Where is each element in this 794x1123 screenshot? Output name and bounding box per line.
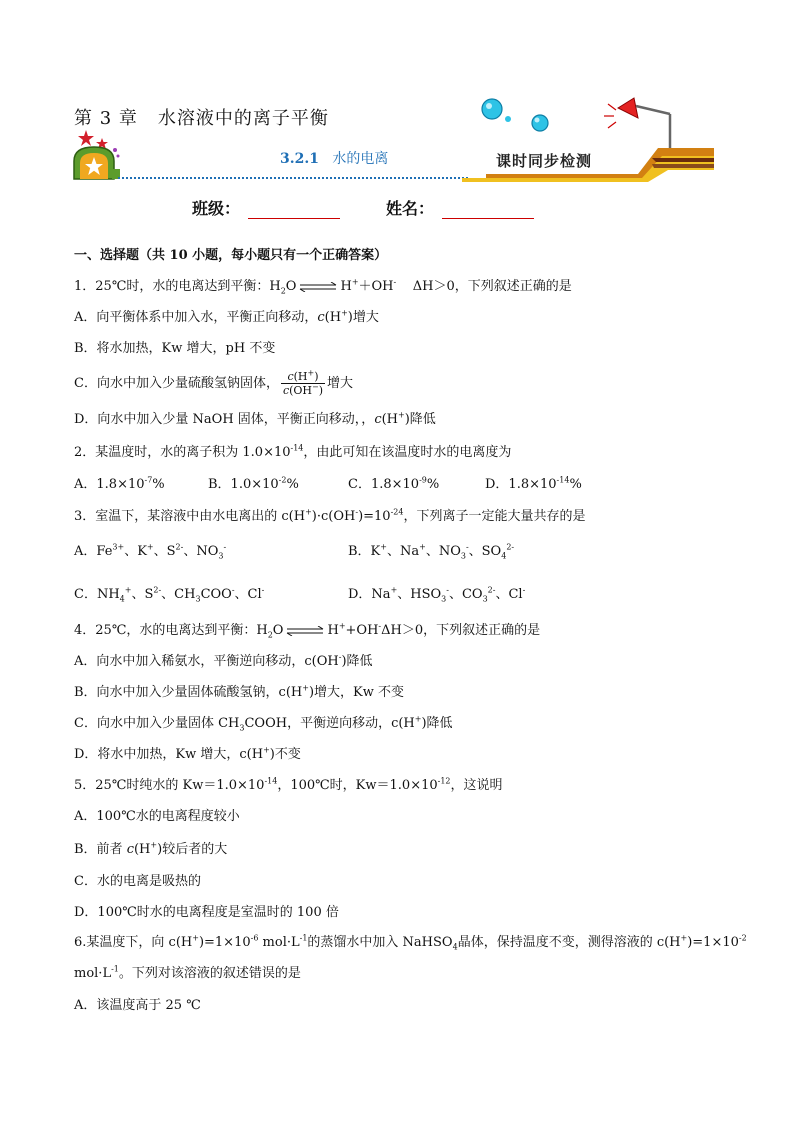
q5-b-text2: 较后者的大 <box>162 842 228 857</box>
question-4-stem: 4．25℃，水的电离达到平衡：$H_2O$ H++OH-ΔH＞0，下列叙述正确的是 <box>74 621 541 640</box>
q5-b-text: B．前者 <box>74 842 123 857</box>
q2-options-row <box>74 475 714 495</box>
star-badge-icon <box>72 143 122 185</box>
equilibrium-arrow-icon <box>286 626 324 636</box>
q5-a-text: A．100℃水的电离程度较小 <box>74 809 240 824</box>
q1-stem-a: 1．25℃时，水的电离达到平衡：H <box>74 279 281 294</box>
header-divider <box>118 177 468 179</box>
chapter-heading <box>74 104 329 130</box>
q4-a-text: A．向水中加入稀氨水，平衡逆向移动，c(OH <box>74 654 339 669</box>
section-subtitle <box>280 148 388 168</box>
q5-option-a[interactable] <box>74 807 240 827</box>
q1-c-text: C．向水中加入少量硫酸氢钠固体， <box>74 376 279 391</box>
q1-option-d[interactable]: D．向水中加入少量 NaOH 固体，平衡正向移动，，c(H+)降低 <box>74 410 436 427</box>
q6-stem2: )=1×10 <box>198 935 251 950</box>
q2-option-c[interactable]: C．$1.8\times 10^{-9}\%$ <box>348 475 440 492</box>
q2-a-text: A．1.8×10 <box>74 477 145 492</box>
q3-option-a[interactable]: A．$Fe^{3+}$、K+、$S^{2-}$、$NO_3^-$ <box>74 542 227 561</box>
q3-stem2: =10 <box>363 509 391 524</box>
class-label: 班级： <box>192 199 241 218</box>
q1-d-text2: 降低 <box>409 412 436 427</box>
q5-stem2: ，100℃时，Kw＝1.0×10 <box>277 778 438 793</box>
class-field <box>192 196 340 219</box>
q1-stem-c: H <box>340 279 352 294</box>
chapter-number: 第 3 章 <box>74 108 138 129</box>
q6-stem6: )=1×10 <box>687 935 739 950</box>
name-field <box>386 196 534 219</box>
q3-a-text: A．Fe <box>74 544 113 559</box>
q4-b-text: B．向水中加入少量固体硫酸氢钠，c(H <box>74 685 303 700</box>
q4-option-c[interactable]: C．向水中加入少量固体 $CH_3COOH$，平衡逆向移动，c(H+)降低 <box>74 714 453 733</box>
question-1-stem: 1．25℃时，水的电离达到平衡：$H_2O$ H+＋OH- ΔH＞0，下列叙述正确的是 <box>74 277 572 296</box>
q4-d-text: D．将水中加热，Kw 增大，c(H <box>74 747 264 762</box>
q3-option-c[interactable]: C．$NH_4^+$、$S^{2-}$、$CH_3COO^-$、Cl- <box>74 585 265 604</box>
bubbles-decoration <box>478 97 558 151</box>
q2-c-text: C．1.8×10 <box>348 477 420 492</box>
equilibrium-arrow-icon <box>299 282 337 292</box>
q6-stem3: mol·L <box>258 935 300 950</box>
question-2-stem: 2．某温度时，水的离子积为 $1.0\times 10^{-14}$，由此可知在该温度时水的电离度为 <box>74 443 512 460</box>
q1-a-text: A．向平衡体系中加入水，平衡正向移动， <box>74 310 318 325</box>
question-6-stem-line2: $mol\cdot L^{-1}$。下列对该溶液的叙述错误的是 <box>74 964 301 981</box>
q4-option-d[interactable]: D．将水中加热，Kw 增大，c(H+)不变 <box>74 745 301 762</box>
q3-options-row-2 <box>74 585 714 605</box>
q2-option-b[interactable]: B．$1.0\times 10^{-2}\%$ <box>208 475 299 492</box>
q1-stem-b: O <box>285 279 297 294</box>
section-heading: 一、选择题（共 10 小题，每小题只有一个正确答案） <box>74 248 388 263</box>
q2-stem2: ，由此可知在该温度时水的电离度为 <box>303 445 512 460</box>
q4-stem2: O <box>272 623 284 638</box>
q2-option-a[interactable]: A．$1.8\times 10^{-7}\%$ <box>74 475 165 492</box>
q6-a-text: A．该温度高于 25 ℃ <box>74 998 201 1013</box>
q5-option-c[interactable] <box>74 872 201 892</box>
q1-d-text: D．向水中加入少量 NaOH 固体，平衡正向移动，， <box>74 412 375 427</box>
q1-option-a[interactable]: A．向平衡体系中加入水，平衡正向移动，c(H+)增大 <box>74 308 379 325</box>
q4-c-text: C．向水中加入少量固体 CH <box>74 716 240 731</box>
q6-stem4: 的蒸馏水中加入 NaHSO <box>307 935 453 950</box>
q1-stem-d: ＋OH <box>358 279 394 294</box>
q5-c-text: C．水的电离是吸热的 <box>74 874 201 889</box>
q4-stem4: ΔH＞0，下列叙述正确的是 <box>381 623 541 638</box>
section-number: 3.2.1 <box>280 151 319 167</box>
q3-options-row-1 <box>74 542 714 562</box>
q5-option-d[interactable] <box>74 903 339 923</box>
name-blank[interactable] <box>442 200 534 219</box>
q6-line2: mol·L <box>74 966 112 981</box>
q4-stem: 4．25℃，水的电离达到平衡：H <box>74 623 268 638</box>
q4-stem3: H <box>327 623 339 638</box>
q1-stem-e: ΔH＞0，下列叙述正确的是 <box>412 279 572 294</box>
question-6-stem: 6.某温度下，向 $c(H^+)=1\times 10^{-6}$ $mol\cdot L^{-1}$的蒸馏水中加入 NaHSO$_4$晶体，保持温度不变，测得溶液的 $c(H^+)=1\times 10^{-2}$ <box>74 933 747 952</box>
q2-d-text: D．1.8×10 <box>485 477 557 492</box>
q4-a-text2: )降低 <box>341 654 373 669</box>
q6-line2b: 。下列对该溶液的叙述错误的是 <box>118 966 301 981</box>
q3-stem: 3．室温下，某溶液中由水电离出的 c(H <box>74 509 306 524</box>
fraction-c-h-over-c-oh: $\frac{c(H^+)}{c(OH^-)}$ <box>282 368 324 397</box>
q3-stem3: ，下列离子一定能大量共存的是 <box>403 509 586 524</box>
q4-c-text3: )降低 <box>421 716 453 731</box>
q4-c-text2: COOH，平衡逆向移动，c(H <box>244 716 415 731</box>
name-label: 姓名： <box>386 199 435 218</box>
q3-b-text: B．K <box>348 544 381 559</box>
question-3-stem: 3．室温下，某溶液中由水电离出的 $c(H^+)\cdot c(OH^-)=10^{-24}$，下列离子一定能大量共存的是 <box>74 507 586 524</box>
q4-d-text2: )不变 <box>269 747 301 762</box>
chapter-title: 水溶液中的离子平衡 <box>157 108 329 129</box>
q3-c-text: C．NH <box>74 587 120 602</box>
q3-option-d[interactable]: D．Na+、$HSO_3^-$、$CO_3^{2-}$、Cl- <box>348 585 526 604</box>
question-5-stem: 5．25℃时纯水的 $Kw=1.0\times 10^{-14}$，100℃时，$Kw=1.0\times 10^{-12}$，这说明 <box>74 776 503 793</box>
q6-option-a[interactable] <box>74 996 201 1016</box>
q5-stem3: ，这说明 <box>450 778 503 793</box>
section-title: 水的电离 <box>332 151 389 167</box>
q2-b-text: B．1.0×10 <box>208 477 279 492</box>
q5-option-b[interactable]: B．前者 c(H+)较后者的大 <box>74 840 228 857</box>
q1-option-b[interactable] <box>74 339 275 359</box>
banner-label: 课时同步检测 <box>496 152 593 170</box>
q1-b-text: B．将水加热，Kw 增大，pH 不变 <box>74 341 276 356</box>
q4-b-text2: )增大，Kw 不变 <box>308 685 404 700</box>
class-blank[interactable] <box>248 200 340 219</box>
q1-a-text2: 增大 <box>352 310 379 325</box>
q3-option-b[interactable]: B．K+、Na+、$NO_3^-$、$SO_4^{2-}$ <box>348 542 515 561</box>
q2-option-d[interactable]: D．$1.8\times 10^{-14}\%$ <box>485 475 582 492</box>
q5-stem: 5．25℃时纯水的 Kw＝1.0×10 <box>74 778 265 793</box>
q4-option-b[interactable]: B．向水中加入少量固体硫酸氢钠，c(H+)增大，Kw 不变 <box>74 683 404 700</box>
q6-stem5: 晶体，保持温度不变，测得溶液的 c(H <box>457 935 681 950</box>
q3-d-text: D．Na <box>348 587 391 602</box>
q2-stem: 2．某温度时，水的离子积为 1.0×10 <box>74 445 291 460</box>
q4-option-a[interactable]: A．向水中加入稀氨水，平衡逆向移动，c(OH-)降低 <box>74 652 373 669</box>
q1-option-c[interactable] <box>74 370 353 397</box>
q5-d-text: D．100℃时水的电离程度是室温时的 100 倍 <box>74 905 339 920</box>
q6-stem: 6.某温度下，向 c(H <box>74 935 193 950</box>
q1-c-text2: 增大 <box>327 376 354 391</box>
